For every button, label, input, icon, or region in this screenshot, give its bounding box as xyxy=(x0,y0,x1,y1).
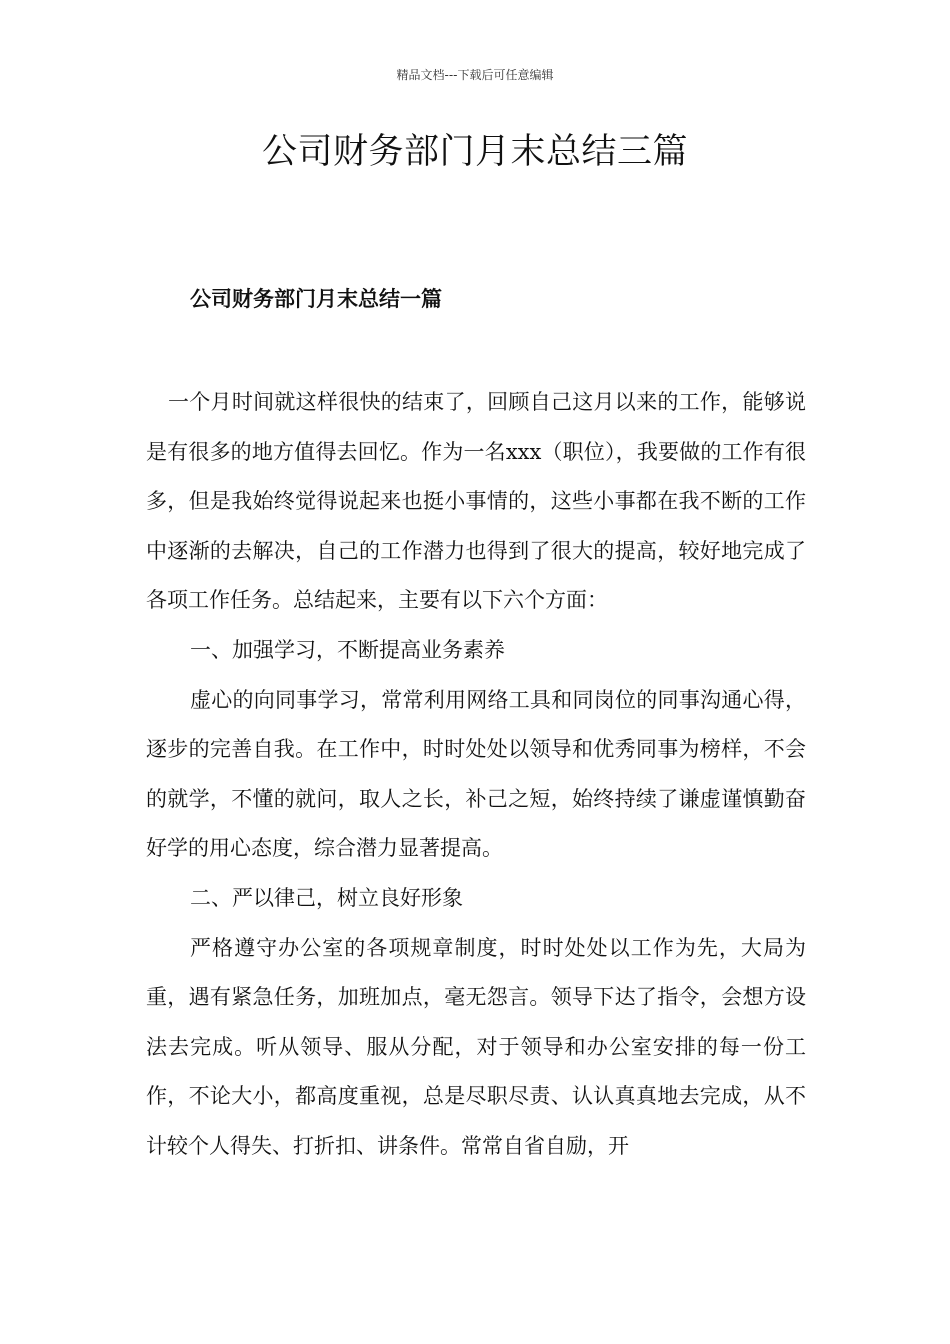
paragraph-heading-1: 一、加强学习，不断提高业务素养 xyxy=(190,637,505,662)
document-title: 公司财务部门月末总结三篇 xyxy=(261,132,688,172)
document-body xyxy=(146,378,806,1172)
paragraph-heading-2: 二、严以律己，树立良好形象 xyxy=(190,885,463,910)
section-title: 公司财务部门月末总结一篇 xyxy=(190,286,442,311)
paragraph-intro: 一个月时间就这样很快的结束了，回顾自己这月以来的工作，能够说是有很多的地方值得去回忆。作为一名xxx（职位），我要做的工作有很多，但是我始终觉得说起来也挺小事情的，这些小事都在我不断的工作中逐渐的去解决，自己的工作潜力也得到了很大的提高，较好地完成了各项工作任务。总结起来，主要有以下六个方面： xyxy=(146,390,806,613)
header-note: 精品文档---下载后可任意编辑 xyxy=(396,68,554,82)
paragraph-study: 虚心的向同事学习，常常利用网络工具和同岗位的同事沟通心得，逐步的完善自我。在工作中，时时处处以领导和优秀同事为榜样，不会的就学，不懂的就问，取人之长，补己之短，始终持续了谦虚谨慎勤奋好学的用心态度，综合潜力显著提高。 xyxy=(146,687,806,861)
paragraph-discipline: 严格遵守办公室的各项规章制度，时时处处以工作为先，大局为重，遇有紧急任务，加班加点，毫无怨言。领导下达了指令，会想方设法去完成。听从领导、服从分配，对于领导和办公室安排的每一份工作，不论大小，都高度重视，总是尽职尽责、认认真真地去完成，从不计较个人得失、打折扣、讲条件。常常自省自励，开 xyxy=(146,935,806,1158)
